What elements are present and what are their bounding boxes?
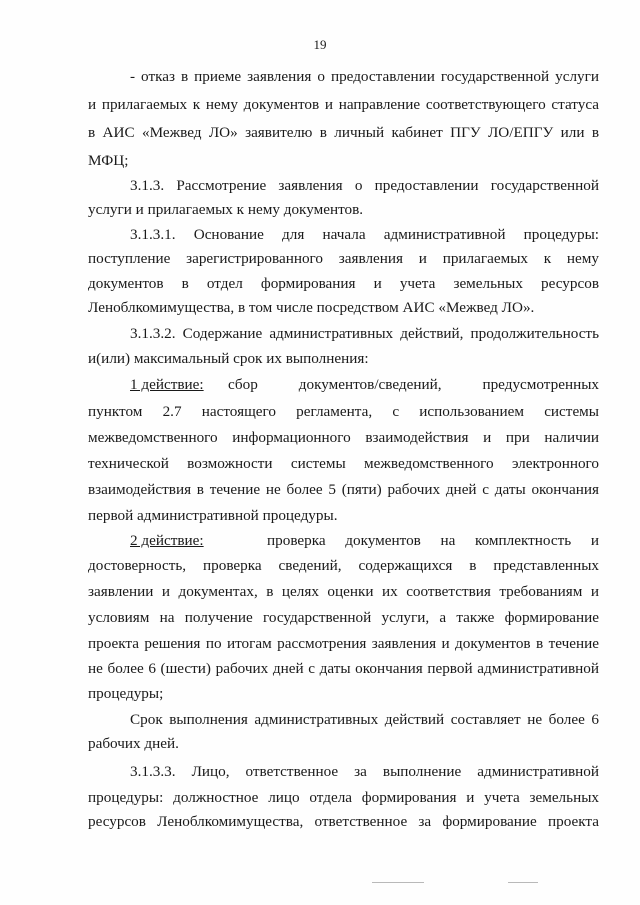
- text-line: взаимодействия в течение не более 5 (пяти) рабочих дней с даты окончания: [88, 481, 599, 498]
- action-2-line: [130, 532, 599, 550]
- text-line: и(или) максимальный срок их выполнения:: [88, 350, 369, 367]
- scan-artifact: [508, 882, 538, 883]
- action-1-text: сбор документов/сведений, предусмотренных: [228, 376, 599, 393]
- section-heading-3-1-3: 3.1.3. Рассмотрение заявления о предоставлении государственной: [130, 177, 599, 194]
- text-line: документов в отдел формирования и учета земельных ресурсов: [88, 275, 599, 292]
- text-line: рабочих дней.: [88, 735, 179, 752]
- action-1-label: 1 действие:: [130, 376, 204, 393]
- text-line: проекта решения по итогам рассмотрения заявления и документов в течение: [88, 635, 599, 652]
- action-1-line: [130, 376, 599, 394]
- text-line: пунктом 2.7 настоящего регламента, с использованием системы: [88, 403, 599, 420]
- text-line: условиям на получение государственной услуги, а также формирование: [88, 609, 599, 626]
- action-2-text: проверка документов на комплектность и: [267, 532, 599, 549]
- action-2-label: 2 действие:: [130, 532, 204, 549]
- page-number: 19: [313, 37, 327, 52]
- text-line: технической возможности системы межведомственного электронного: [88, 455, 599, 472]
- section-heading-3-1-3-1: 3.1.3.1. Основание для начала административной процедуры:: [130, 226, 599, 243]
- text-line: не более 6 (шести) рабочих дней с даты окончания первой административной: [88, 660, 599, 677]
- text-line: первой административной процедуры.: [88, 507, 338, 524]
- scan-artifact: [372, 882, 424, 883]
- text-line: и прилагаемых к нему документов и направление соответствующего статуса: [88, 96, 599, 113]
- section-heading-3-1-3-3: 3.1.3.3. Лицо, ответственное за выполнение административной: [130, 763, 599, 780]
- text-line: Срок выполнения административных действий составляет не более 6: [130, 711, 599, 728]
- text-line: процедуры: должностное лицо отдела формирования и учета земельных: [88, 789, 599, 806]
- text-line: ресурсов Леноблкомимущества, ответственное за формирование проекта: [88, 813, 599, 830]
- text-line: МФЦ;: [88, 152, 129, 169]
- text-line: поступление зарегистрированного заявления и прилагаемых к нему: [88, 250, 599, 267]
- text-line: в АИС «Межвед ЛО» заявителю в личный кабинет ПГУ ЛО/ЕПГУ или в: [88, 124, 599, 141]
- text-line: заявлении и документах, в целях оценки их соответствия требованиям и: [88, 583, 599, 600]
- text-line: процедуры;: [88, 685, 164, 702]
- text-line: достоверность, проверка сведений, содержащихся в представленных: [88, 557, 599, 574]
- text-line: межведомственного информационного взаимодействия и при наличии: [88, 429, 599, 446]
- text-line: - отказ в приеме заявления о предоставлении государственной услуги: [130, 68, 599, 85]
- text-line: услуги и прилагаемых к нему документов.: [88, 201, 364, 218]
- section-heading-3-1-3-2: 3.1.3.2. Содержание административных действий, продолжительность: [130, 325, 599, 342]
- text-line: Леноблкомимущества, в том числе посредством АИС «Межвед ЛО».: [88, 299, 535, 316]
